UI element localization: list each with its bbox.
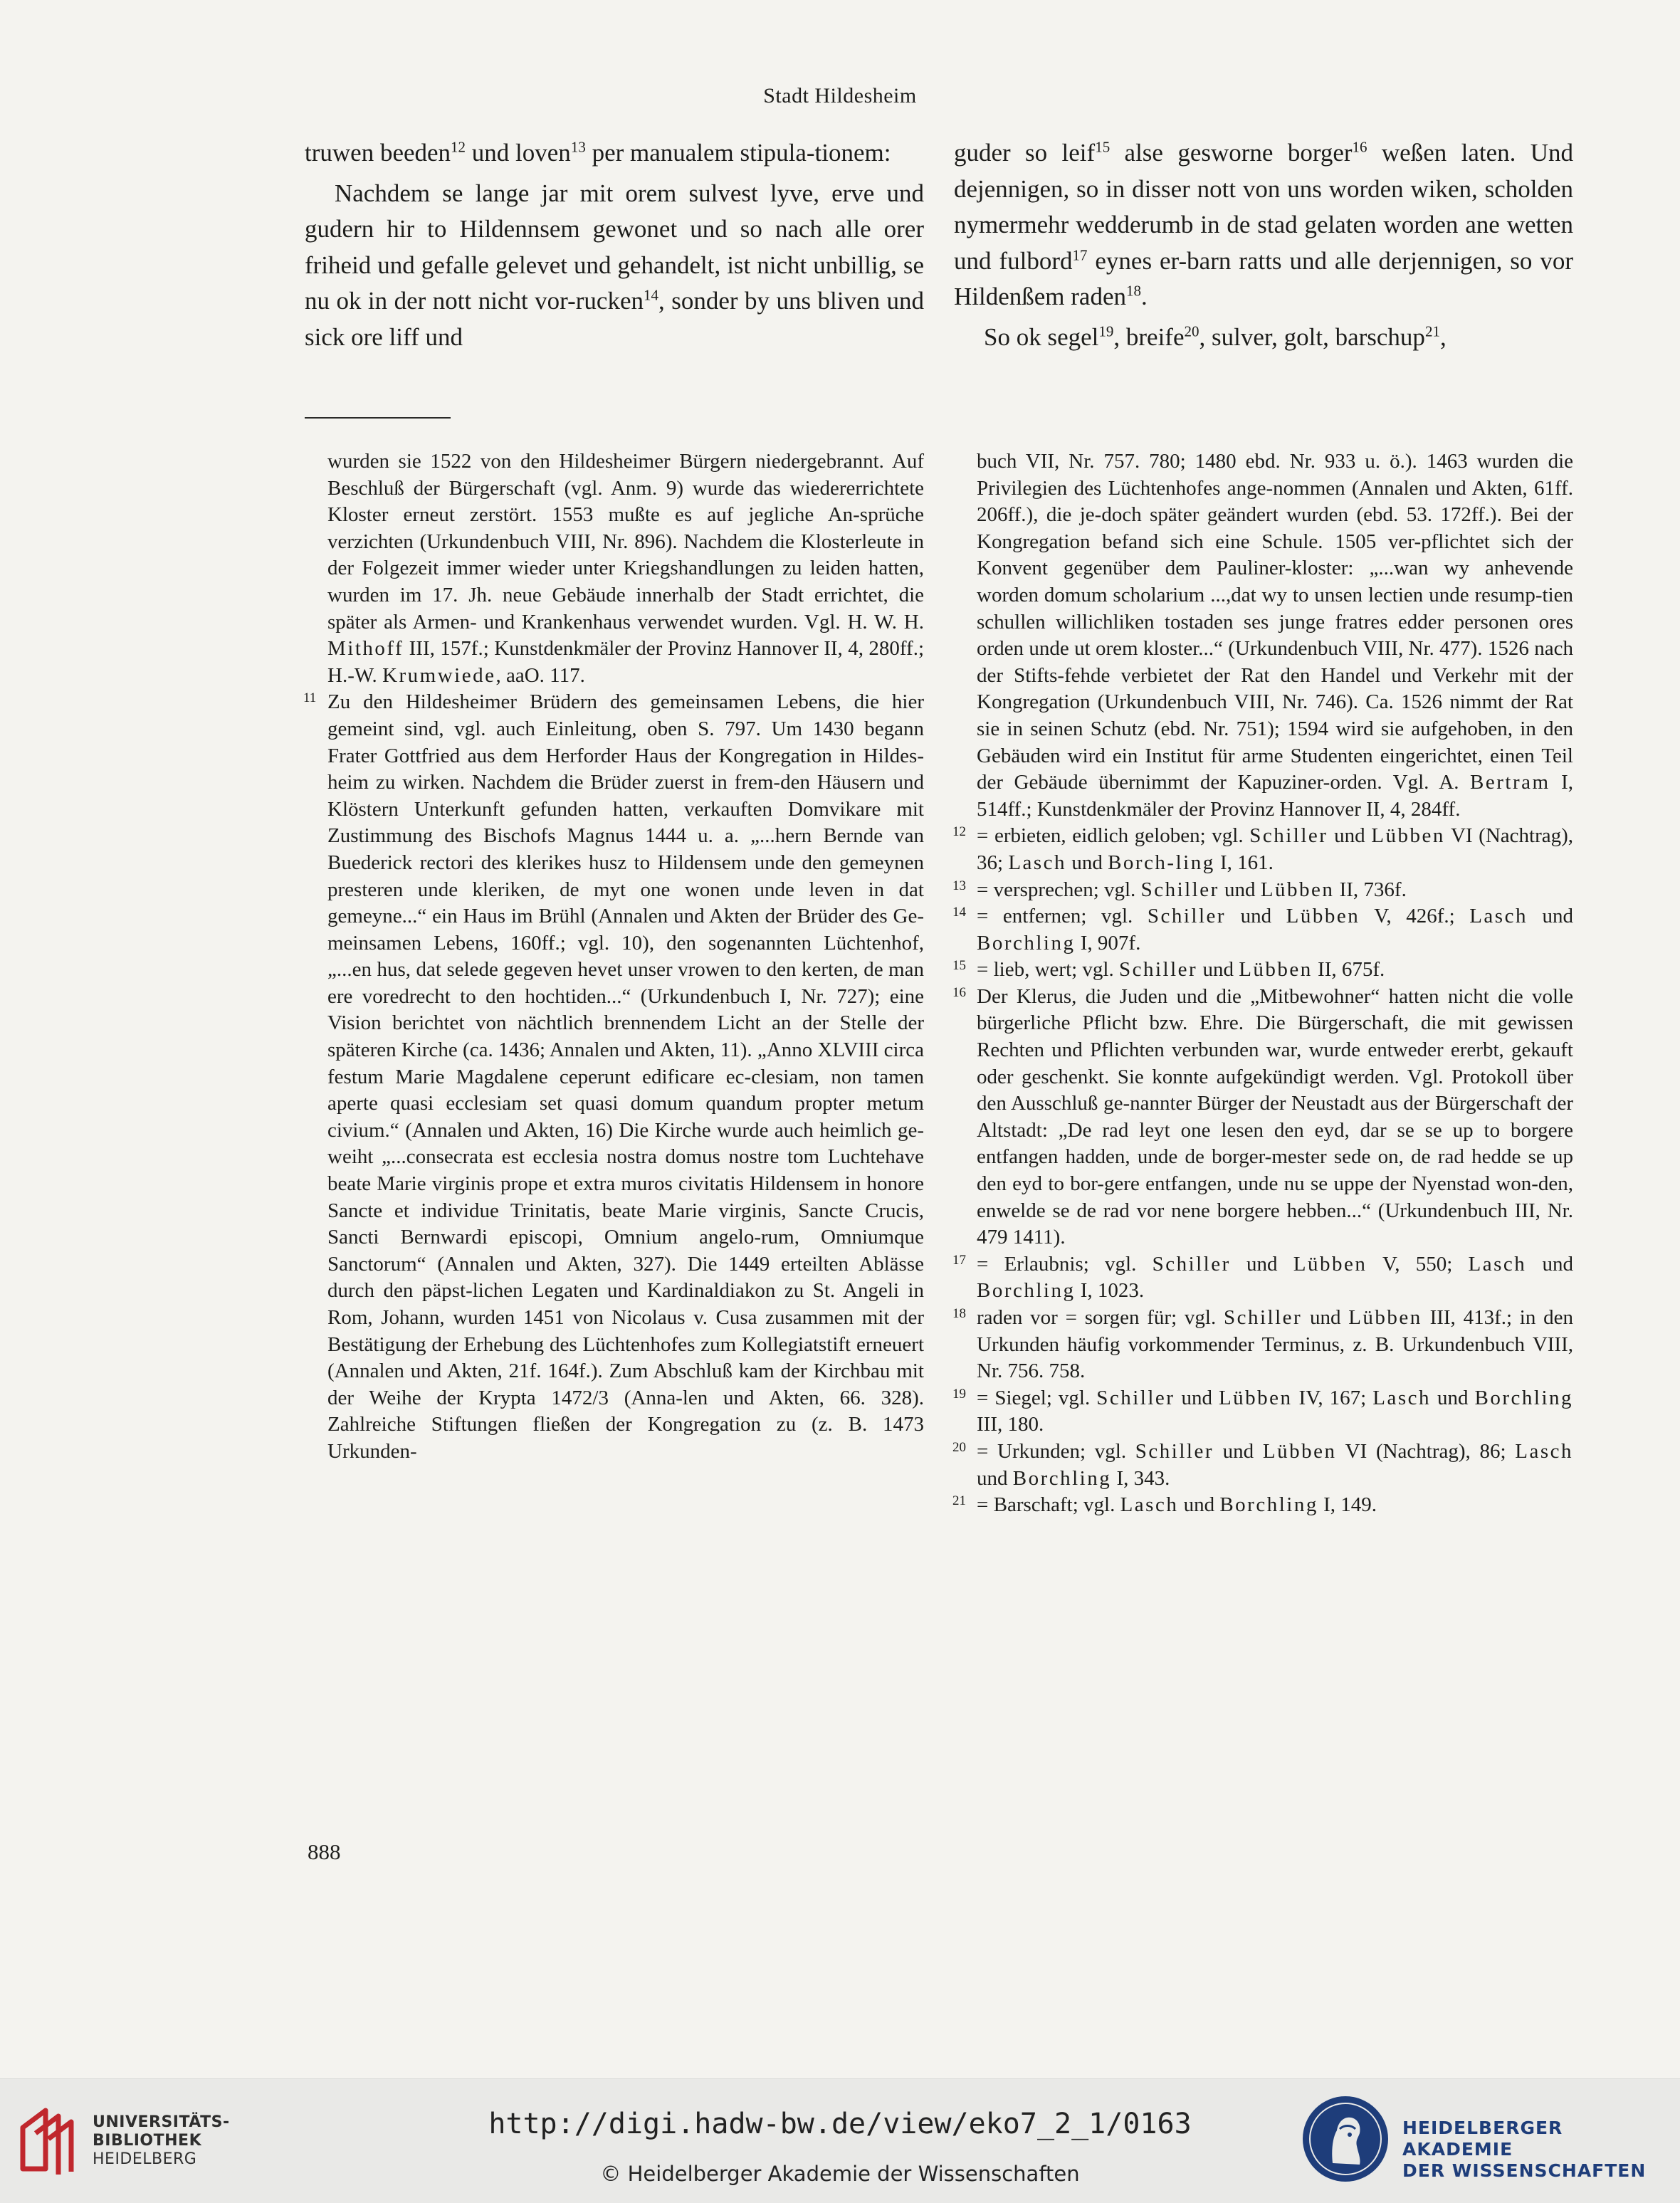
footnote-number: 19 (952, 1386, 966, 1402)
page-number: 888 (308, 1839, 341, 1864)
footnote-15 (954, 957, 1573, 984)
footnote-number: 17 (952, 1252, 966, 1268)
main-paragraph: guder so leif$^{15}$ alse gesworne borger$^{16}$ weßen laten. Und dejennigen, so in disser nott von uns worden wiken, scholden nymermehr wedderumb in de stad gelaten worden ane wetten und fulbord$^{17}$ eynes er-barn ratts und alle derjennigen, so vor Hildenßem raden$^{18}$. (954, 138, 1574, 310)
main-paragraph: truwen beeden$^{12}$ und loven$^{13}$ per manualem stipula-tionem: (305, 138, 891, 167)
footnote-number: 12 (952, 824, 966, 840)
haw-line-2: DER WISSENSCHAFTEN (1402, 2160, 1647, 2181)
footnote-text: = Barschaft; vgl. Lasch und Borchling I, 149. (977, 1493, 1377, 1517)
permalink-url[interactable]: http://digi.hadw-bw.de/view/eko7_2_1/0163 (488, 2108, 1192, 2140)
footnote-21 (954, 1492, 1573, 1519)
footnote-number: 18 (952, 1306, 966, 1321)
footnote-19 (954, 1385, 1573, 1439)
footnote-number: 21 (952, 1493, 966, 1509)
footnote-16 (954, 984, 1573, 1251)
footnote-continuation (954, 448, 1573, 823)
footnote-text: raden vor = sorgen für; vgl. Schiller und Lübben III, 413f.; in den Urkunden häufig vorkommender Terminus, z. B. Urkundenbuch VIII, Nr. 756. 758. (977, 1306, 1573, 1383)
footnote-text: buch VII, Nr. 757. 780; 1480 ebd. Nr. 933 u. ö.). 1463 wurden die Privilegien des Lüchtenhofes ange-nommen (Annalen und Akten, 61ff. 206ff.), die je-doch später geändert wurden (ebd. 53. 172ff.). Bei der Kongregation befand sich eine Schule. 1505 ver-pflichtet sich der Konvent gegenüber dem Pauliner-kloster: „...wan wy anhevende worden domum scholarium ...,dat wy to unsen lectien unde resump-tien schullen willichliken tostaden ses junge fratres edder personen ores orden unde ut orem kloster...“ (Urkundenbuch VIII, Nr. 477). 1526 nach der Stifts-fehde verbietet der Rat den Handel und Verkehr mit der Kongregation (Urkundenbuch VIII, Nr. 746). Ca. 1526 nimmt der Rat sie in seinen Schutz (ebd. Nr. 751); 1594 wird sie aufgehoben, in den Gebäuden wird ein Institut für arme Studenten eingerichtet, einen Teil der Gebäude übernimmt der Kapuziner-orden. Vgl. A. Bertram I, 514ff.; Kunstdenkmäler der Provinz Hannover II, 4, 284ff. (977, 450, 1573, 821)
footnote-number: 20 (952, 1439, 966, 1455)
footnote-number: 15 (952, 958, 966, 974)
footnote-number: 13 (952, 878, 966, 893)
haw-seal-logo-icon[interactable] (1300, 2093, 1391, 2184)
footnote-separator-rule (305, 417, 451, 419)
footnote-13 (954, 877, 1573, 904)
footnote-text: = lieb, wert; vgl. Schiller und Lübben II, 675f. (977, 958, 1385, 982)
footnote-20 (954, 1439, 1573, 1492)
footnote-text: Zu den Hildesheimer Brüdern des gemeinsamen Lebens, die hier gemeint sind, vgl. auch Einleitung, oben S. 797. Um 1430 begann Frater Gottfried aus dem Herforder Haus der Kongregation in Hildes-heim zu wirken. Nachdem die Brüder zuerst in frem-den Häusern und Klöstern Unterkunft gefunden hatten, verkauften Domvikare mit Zustimmung des Bischofs Magnus 1444 u. a. „...hern Bernde van Buederick rectori des klerikes husz to Hildensem unde den gemeynen presteren unde kleriken, de myt one wonen unde leven in dat gemeyne...“ ein Haus im Brühl (Annalen und Akten der Brüder des Ge-meinsamen Lebens, 160ff.; vgl. 10), den sogenannten Lüchtenhof, „...en hus, dat selede gegeven hevet unser vrowen to den kerten, de man ere voredrecht to den hochtiden...“ (Urkundenbuch I, Nr. 727); eine Vision berichtet von nächtlich brennendem Licht an der Stelle der späteren Kirche (ca. 1436; Annalen und Akten, 11). „Anno XLVIII circa festum Marie Magdalene ceperunt edificare ec-clesiam, non tamen aperte quasi ecclesiam set quasi domum quandum propter metum civium.“ (Annalen und Akten, 16) Die Kirche wurde auch heimlich ge-weiht „...consecrata est ecclesia nostra domus nostre tom Luchtehave beate Marie virginis prope et extra muros civitatis Hildensem in honore Sancte et individue Trinitatis, beate Marie virginis, Sancte Crucis, Sancti Bernwardi episcopi, Omnium angelo-rum, Omniumque Sanctorum“ (Annalen und Akten, 327). Die 1449 erteilten Ablässe durch den päpst-lichen Legaten und Kardinaldiakon zu St. Angeli in Rom, Johann, wurden 1451 von Nicolaus v. Cusa zusammen mit der Bestätigung der Erhebung des Lüchtenhofes zum Kollegiatstift erneuert (Annalen und Akten, 21f. 164f.). Zum Abschluß kam der Kirchbau mit der Weihe der Krypta 1472/3 (Anna-len und Akten, 66. 328). Zahlreiche Stiftungen fließen der Kongregation zu (z. B. 1473 Urkunden- (327, 690, 924, 1463)
footnote-number: 14 (952, 905, 966, 920)
footnote-number: 16 (952, 984, 966, 1000)
main-paragraph: So ok segel$^{19}$, breife$^{20}$, sulver, golt, barschup$^{21}$, (984, 322, 1447, 351)
haw-line-1: HEIDELBERGER AKADEMIE (1402, 2118, 1563, 2160)
footnote-text: Der Klerus, die Juden und die „Mitbewohner“ hatten nicht die volle bürgerliche Pflicht bzw. Ehre. Die Bürgerschaft, die mit gewissen Rechten und Pflichten verbunden war, wurde entweder ererbt, gekauft oder geschenkt. Sie konnte aufgekündigt werden. Vgl. Protokoll über den Ausschluß ge-nannter Bürger der Neustadt aus der Bürgerschaft der Altstadt: „De rad leyt one lesen den eyd, dar se se up to borgere entfangen hadden, unde de borger-mester sede on, de rad hedde se up den eyd to bor-gere entfangen, unde nu se uppe der Nyenstad won-den, enwelde se de rad vor nene borgere hebben...“ (Urkundenbuch III, Nr. 479 1411). (977, 984, 1573, 1249)
footnote-text: = Erlaubnis; vgl. Schiller und Lübben V, 550; Lasch und Borchling I, 1023. (977, 1252, 1573, 1303)
footnote-number: 11 (303, 690, 317, 706)
footnote-text: = Siegel; vgl. Schiller und Lübben IV, 167; Lasch und Borchling III, 180. (977, 1386, 1574, 1436)
footnote-text: wurden sie 1522 von den Hildesheimer Bürgern niedergebrannt. Auf Beschluß der Bürgerschaft (vgl. Anm. 9) wurde das wiedererrichtete Kloster erneut zerstört. 1553 mußte es auf jegliche An-sprüche verzichten (Urkundenbuch VIII, Nr. 896). Nachdem die Klosterleute in der Folgezeit immer wieder unter Kriegshandlungen zu leiden hatten, wurden im 17. Jh. neue Gebäude innerhalb der Stadt errichtet, die später als Armen- und Krankenhaus verwendet wurden. Vgl. H. W. H. Mithoff III, 157f.; Kunstdenkmäler der Provinz Hannover II, 4, 280ff.; H.-W. Krumwiede, aaO. 117. (327, 450, 924, 687)
ub-line-2: BIBLIOTHEK (93, 2132, 202, 2150)
footnote-text: = entfernen; vgl. Schiller und Lübben V, 426f.; Lasch und Borchling I, 907f. (977, 905, 1574, 955)
main-text-left-column (305, 135, 924, 355)
main-text-right-column (954, 135, 1573, 355)
footnote-text: = versprechen; vgl. Schiller und Lübben II, 736f. (977, 878, 1407, 901)
ub-line-1: UNIVERSITÄTS- (93, 2113, 230, 2131)
footnote-11 (305, 689, 924, 1465)
footnote-text: = erbieten, eidlich geloben; vgl. Schiller und Lübben VI (Nachtrag), 36; Lasch und Borch-ling I, 161. (977, 824, 1574, 874)
footnote-text: = Urkunden; vgl. Schiller und Lübben VI (Nachtrag), 86; Lasch und Borchling I, 343. (977, 1439, 1573, 1490)
copyright-notice: © Heidelberger Akademie der Wissenschaften (600, 2162, 1080, 2186)
footnote-continuation (305, 448, 924, 689)
running-header: Stadt Hildesheim (763, 84, 917, 107)
main-paragraph: Nachdem se lange jar mit orem sulvest lyve, erve und gudern hir to Hildennsem gewonet und so nach alle orer friheid und gefalle gelevet und gehandelt, ist nicht unbillig, se nu ok in der nott nicht vor-rucken$^{14}$, sonder by uns bliven und sick ore liff und (305, 179, 924, 351)
haw-wordmark (1402, 2118, 1680, 2182)
footnote-12 (954, 823, 1573, 876)
footnote-17 (954, 1251, 1573, 1305)
ub-line-3: HEIDELBERG (93, 2150, 197, 2168)
digitization-footer-bar (0, 2078, 1680, 2203)
footnote-14 (954, 903, 1573, 957)
footnotes-right-column (954, 448, 1573, 1519)
footnotes-left-column (305, 448, 924, 1466)
footnote-18 (954, 1305, 1573, 1385)
